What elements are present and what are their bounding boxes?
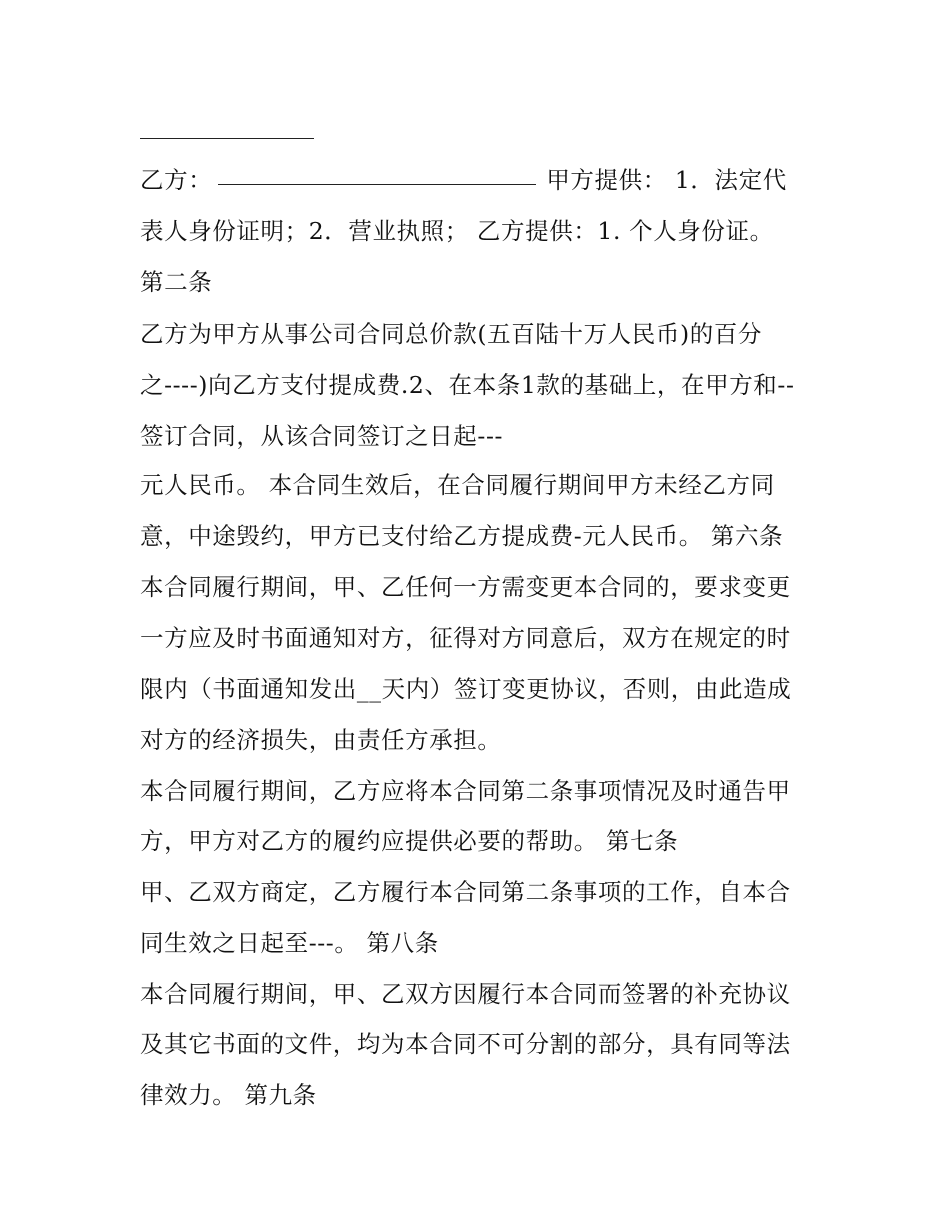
text-line-7: 元人民币。 本合同生效后，在合同履行期间甲方未经乙方同 [140,471,775,499]
text-line-10: 一方应及时书面通知对方，征得对方同意后，双方在规定的时 [140,624,791,652]
signature-blank-line [140,138,314,139]
text-line-18: 及其它书面的文件，均为本合同不可分割的部分，具有同等法 [140,1030,791,1058]
text-line-9: 本合同履行期间，甲、乙任何一方需变更本合同的，要求变更 [140,573,791,601]
text-line-2: 表人身份证明；2．营业执照； 乙方提供：1. 个人身份证。 [140,217,774,245]
party-b-label: 乙方： [140,166,213,194]
text-line-19: 律效力。 第九条 [140,1081,317,1109]
text-line-4: 乙方为甲方从事公司合同总价款(五百陆十万人民币)的百分 [140,320,763,348]
text-line-3: 第二条 [140,268,213,296]
text-line-6: 签订合同，从该合同签订之日起--- [140,422,504,450]
party-b-blank [218,184,536,185]
text-line-11: 限内（书面通知发出__天内）签订变更协议，否则，由此造成 [140,675,792,703]
text-line-14: 方，甲方对乙方的履约应提供必要的帮助。 第七条 [140,827,679,855]
party-a-provides: 甲方提供： 1．法定代 [546,166,787,194]
text-line-5: 之----)向乙方支付提成费.2、在本条1款的基础上，在甲方和-- [140,371,795,399]
text-line-1 [140,165,787,195]
text-line-13: 本合同履行期间，乙方应将本合同第二条事项情况及时通告甲 [140,777,791,805]
text-line-17: 本合同履行期间，甲、乙双方因履行本合同而签署的补充协议 [140,980,791,1008]
text-line-8: 意，中途毁约，甲方已支付给乙方提成费-元人民币。 第六条 [140,522,784,550]
text-line-15: 甲、乙双方商定，乙方履行本合同第二条事项的工作，自本合 [140,878,791,906]
text-line-12: 对方的经济损失，由责任方承担。 [140,726,502,754]
text-line-16: 同生效之日起至---。 第八条 [140,929,439,957]
